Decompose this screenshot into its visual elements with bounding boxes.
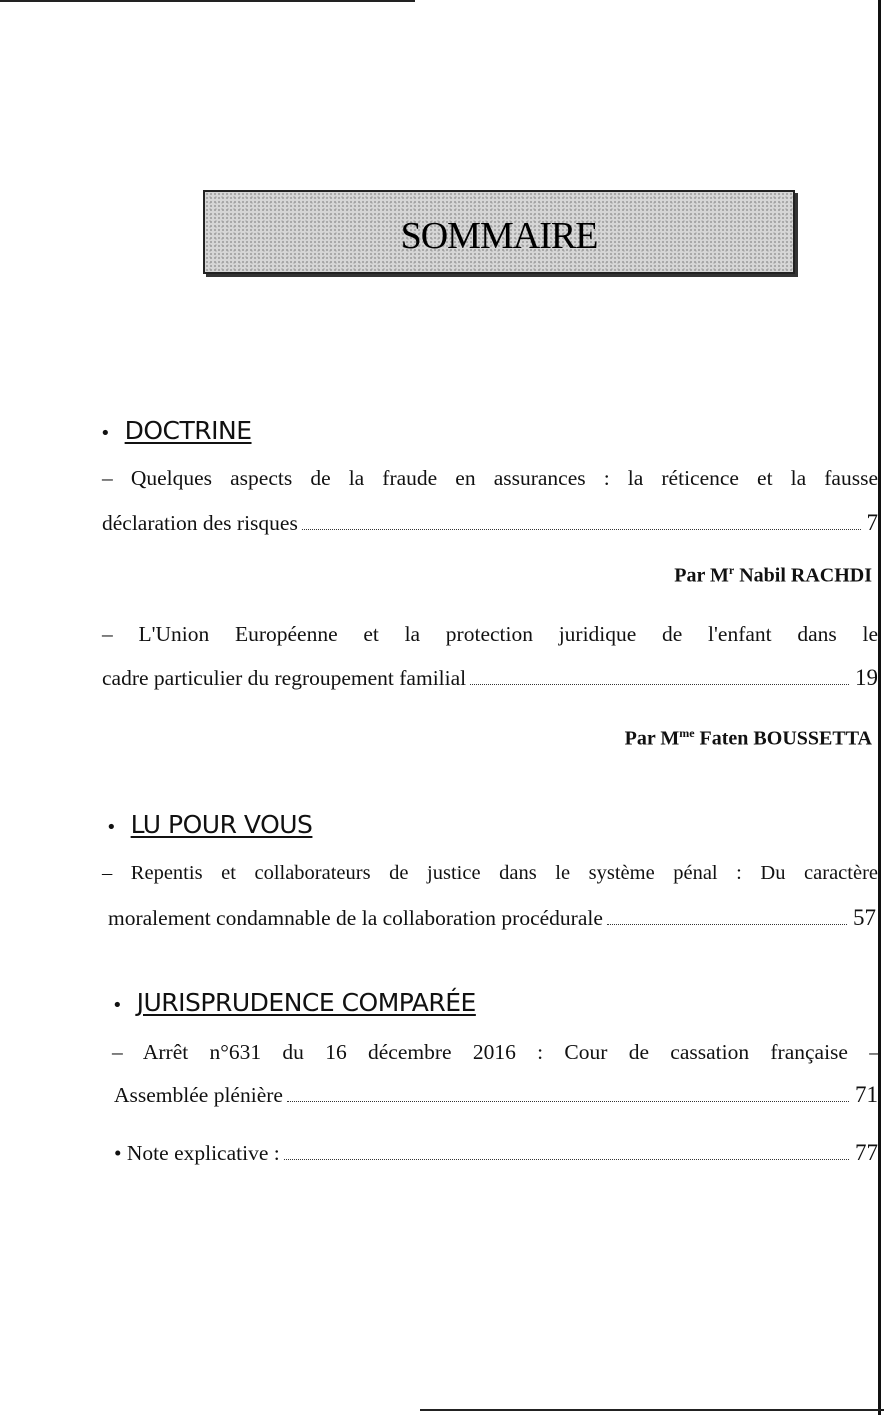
page-title: SOMMAIRE <box>400 215 598 257</box>
page-edge-right <box>878 0 881 1415</box>
toc-entry-title: • Note explicative : <box>114 1141 280 1165</box>
bullet-icon: • <box>100 423 111 444</box>
page-number: 19 <box>855 665 878 690</box>
author-line <box>674 563 872 588</box>
author-name: Faten BOUSSETTA <box>699 727 872 750</box>
page-number: 71 <box>855 1082 878 1107</box>
page-number: 77 <box>855 1140 878 1165</box>
author-prefix: Par M <box>674 564 729 587</box>
leader-dots <box>607 923 847 925</box>
section-heading-lu-pour-vous <box>106 810 312 839</box>
leader-dots <box>287 1100 849 1102</box>
toc-entry-line <box>102 862 878 885</box>
author-prefix: Par M <box>624 727 680 750</box>
toc-entry-title: – Repentis et collaborateurs de justice dans le système pénal : Du caractère <box>102 862 878 884</box>
bullet-icon: • <box>112 995 123 1016</box>
section-heading-label: LU POUR VOUS <box>130 810 313 839</box>
leader-dots <box>302 528 861 530</box>
bullet-icon: • <box>106 817 117 838</box>
page-edge-top <box>0 0 415 2</box>
leader-dots <box>470 683 849 685</box>
toc-entry-title-cont: cadre particulier du regroupement familial <box>102 666 467 690</box>
toc-entry-line <box>102 665 878 691</box>
leader-dots <box>284 1158 849 1160</box>
page-number: 7 <box>866 510 878 535</box>
sommaire-header-box <box>203 190 795 274</box>
toc-entry-title: – Quelques aspects de la fraude en assurances : la réticence et la fausse <box>102 466 878 490</box>
section-heading-jurisprudence-comparee <box>112 988 476 1017</box>
author-name: Nabil RACHDI <box>739 564 872 587</box>
toc-entry-title-cont: déclaration des risques <box>102 511 298 535</box>
toc-entry-line <box>102 466 878 491</box>
toc-entry-title-cont: Assemblée plénière <box>114 1083 283 1107</box>
toc-entry-line <box>114 1140 878 1166</box>
section-heading-label: JURISPRUDENCE COMPARÉE <box>136 988 476 1017</box>
page-number: 57 <box>853 905 876 930</box>
toc-entry-line <box>112 1040 880 1065</box>
toc-entry-line <box>108 905 876 931</box>
toc-entry-line <box>102 510 878 536</box>
toc-entry-line <box>102 622 878 647</box>
section-heading-doctrine <box>100 416 252 445</box>
toc-entry-title-cont: moralement condamnable de la collaboration procédurale <box>108 906 603 930</box>
page-edge-bottom <box>420 1409 884 1411</box>
author-line <box>625 726 872 751</box>
author-title-sup: r <box>728 563 735 577</box>
toc-entry-title: – Arrêt n°631 du 16 décembre 2016 : Cour de cassation française – <box>112 1040 880 1064</box>
author-title-sup: me <box>679 726 695 740</box>
section-heading-label: DOCTRINE <box>124 416 252 445</box>
toc-entry-title: – L'Union Européenne et la protection juridique de l'enfant dans le <box>102 622 878 646</box>
toc-entry-line <box>114 1082 878 1108</box>
